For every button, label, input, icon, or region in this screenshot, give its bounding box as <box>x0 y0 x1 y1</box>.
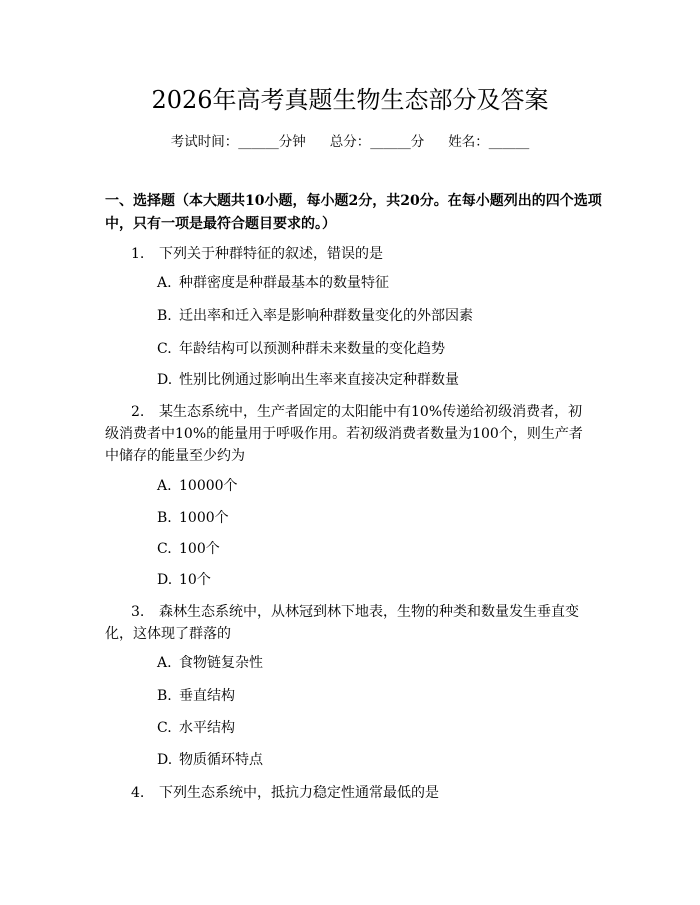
question-text: 下列关于种群特征的叙述，错误的是 <box>159 246 383 262</box>
option-3b <box>157 686 597 706</box>
exam-time-field: 考试时间：______分钟 <box>170 134 306 150</box>
question-2 <box>105 401 595 467</box>
option-2b <box>157 508 597 528</box>
option-text: 10000个 <box>179 478 238 494</box>
question-text: 森林生态系统中，从林冠到林下地表，生物的种类和数量发生垂直变化，这体现了群落的 <box>105 604 579 642</box>
option-letter: D. <box>157 572 173 588</box>
option-2d <box>157 570 597 590</box>
option-letter: C. <box>157 720 172 736</box>
option-text: 性别比例通过影响出生率来直接决定种群数量 <box>179 372 459 388</box>
question-4 <box>105 782 595 804</box>
question-number: 3. <box>131 604 145 620</box>
option-letter: D. <box>157 752 173 768</box>
option-text: 食物链复杂性 <box>179 655 263 671</box>
option-text: 物质循环特点 <box>179 752 263 768</box>
option-text: 年龄结构可以预测种群未来数量的变化趋势 <box>179 341 445 357</box>
question-number: 2. <box>131 404 145 420</box>
question-number: 1. <box>131 246 145 262</box>
option-text: 100个 <box>179 541 220 557</box>
option-1b <box>157 306 597 326</box>
option-text: 垂直结构 <box>179 688 235 704</box>
option-1d <box>157 370 597 390</box>
option-letter: D. <box>157 372 173 388</box>
question-text: 某生态系统中，生产者固定的太阳能中有10%传递给初级消费者，初级消费者中10%的能量用于呼吸作用。若初级消费者数量为100个，则生产者中储存的能量至少约为 <box>105 404 583 464</box>
option-3a <box>157 653 597 673</box>
option-text: 水平结构 <box>179 720 235 736</box>
option-1c <box>157 339 597 359</box>
option-letter: A. <box>157 655 172 671</box>
question-number: 4. <box>131 785 145 801</box>
option-letter: B. <box>157 510 172 526</box>
option-letter: C. <box>157 341 172 357</box>
total-score-field: 总分：______分 <box>329 134 425 150</box>
option-letter: B. <box>157 308 172 324</box>
option-letter: B. <box>157 688 172 704</box>
option-letter: C. <box>157 541 172 557</box>
option-text: 10个 <box>179 572 211 588</box>
student-name-field: 姓名：______ <box>448 134 530 150</box>
option-3c <box>157 718 597 738</box>
option-2a <box>157 476 597 496</box>
option-text: 种群密度是种群最基本的数量特征 <box>179 275 389 291</box>
question-1 <box>105 243 595 265</box>
question-text: 下列生态系统中，抵抗力稳定性通常最低的是 <box>159 785 439 801</box>
option-text: 迁出率和迁入率是影响种群数量变化的外部因素 <box>179 308 473 324</box>
question-3 <box>105 601 595 645</box>
option-3d <box>157 750 597 770</box>
option-2c <box>157 539 597 559</box>
exam-info-line <box>0 132 700 152</box>
option-letter: A. <box>157 478 172 494</box>
option-letter: A. <box>157 275 172 291</box>
page-title: 2026年高考真题生物生态部分及答案 <box>151 86 549 114</box>
option-text: 1000个 <box>179 510 229 526</box>
section-heading: 一、选择题（本大题共10小题，每小题2分，共20分。在每小题列出的四个选项中，只有一项是最符合题目要求的。） <box>105 193 602 232</box>
option-1a <box>157 273 597 293</box>
